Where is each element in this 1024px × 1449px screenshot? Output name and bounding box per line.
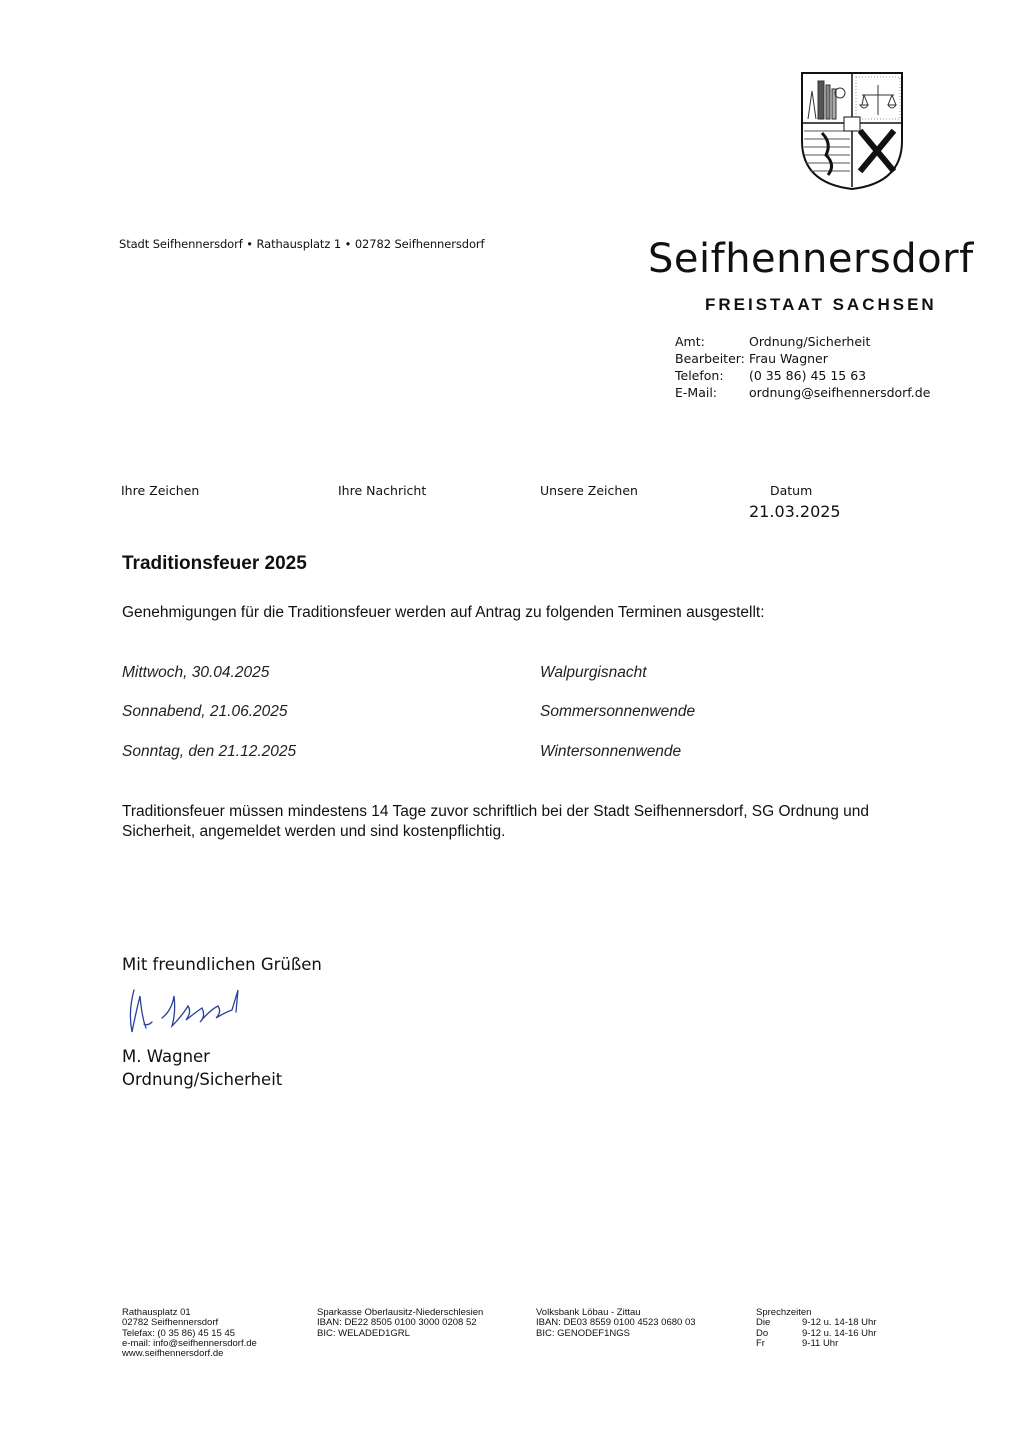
footer-bank-sparkasse [317,1308,483,1339]
footer-line: 02782 Seifhennersdorf [122,1317,219,1329]
footer-line: IBAN: DE22 8505 0100 3000 0208 52 [317,1317,477,1329]
contact-label: Amt: [675,334,705,349]
ref-unsere-zeichen: Unsere Zeichen [540,483,638,498]
hours-day: Die [756,1317,771,1329]
signer-name: M. Wagner [122,1047,210,1066]
signature-icon [122,982,252,1042]
contact-value: (0 35 86) 45 15 63 [749,368,867,383]
city-subtitle-clip [705,291,937,314]
hours-time: 9-12 u. 14-16 Uhr [802,1327,877,1339]
fire-date: Sonnabend, 21.06.2025 [122,703,288,720]
city-name-heading: Seifhennersdorf [648,236,974,282]
ref-datum-label: Datum [770,483,813,498]
footer-line: Volksbank Löbau - Zittau [536,1307,641,1318]
intro-paragraph: Genehmigungen für die Traditionsfeuer werden auf Antrag zu folgenden Terminen ausgestellt: [122,604,765,621]
ref-ihre-zeichen: Ihre Zeichen [121,483,200,498]
fire-event: Sommersonnenwende [540,703,696,720]
letter-date: 21.03.2025 [749,502,841,521]
fire-date: Mittwoch, 30.04.2025 [122,664,270,681]
contact-label: Bearbeiter: [675,351,745,366]
fire-event: Wintersonnenwende [540,743,682,760]
footer-address [122,1308,257,1359]
footer-line: Sparkasse Oberlausitz-Niederschlesien [317,1307,484,1318]
footer-line: IBAN: DE03 8559 0100 4523 0680 03 [536,1317,696,1329]
contact-value: Frau Wagner [749,351,828,366]
signer-department: Ordnung/Sicherheit [122,1070,283,1089]
contact-label: E-Mail: [675,385,718,400]
city-subtitle: FREISTAAT SACHSEN [705,295,937,314]
closing-greeting: Mit freundlichen Grüßen [122,955,322,974]
contact-row-phone [675,368,866,383]
contact-row-office [675,334,870,349]
hours-title: Sprechzeiten [756,1307,812,1318]
hours-day: Do [756,1327,769,1339]
coat-of-arms-icon [800,71,904,191]
footer-line: BIC: WELADED1GRL [317,1327,410,1339]
footer-bank-volksbank [536,1308,696,1339]
contact-email-link[interactable]: ordnung@seifhennersdorf.de [749,385,931,400]
hours-time: 9-11 Uhr [802,1337,839,1349]
footer-line: Rathausplatz 01 [122,1307,191,1318]
registration-note: Traditionsfeuer müssen mindestens 14 Tage zuvor schriftlich bei der Stadt Seifhennersdorf, SG Ordnung und Sicherheit, angemeldet werden und sind kostenpflichtig. [122,803,869,840]
contact-label: Telefon: [675,368,724,383]
footer-line: BIC: GENODEF1NGS [536,1327,630,1339]
letter-subject: Traditionsfeuer 2025 [122,553,307,574]
contact-value: Ordnung/Sicherheit [749,334,871,349]
footer-website-link[interactable]: www.seifhennersdorf.de [122,1348,224,1360]
ref-ihre-nachricht: Ihre Nachricht [338,483,427,498]
hours-time: 9-12 u. 14-18 Uhr [802,1317,877,1329]
fire-date: Sonntag, den 21.12.2025 [122,743,297,760]
hours-row [756,1339,876,1349]
contact-row-clerk [675,351,828,366]
footer-line: Telefax: (0 35 86) 45 15 45 [122,1327,236,1339]
footer-email-link[interactable]: e-mail: info@seifhennersdorf.de [122,1337,257,1349]
fire-event: Walpurgisnacht [540,664,647,681]
sender-address-line: Stadt Seifhennersdorf • Rathausplatz 1 • 02782 Seifhennersdorf [119,237,485,251]
footer-office-hours [756,1308,876,1349]
hours-day: Fr [756,1337,765,1349]
contact-row-email [675,385,930,400]
